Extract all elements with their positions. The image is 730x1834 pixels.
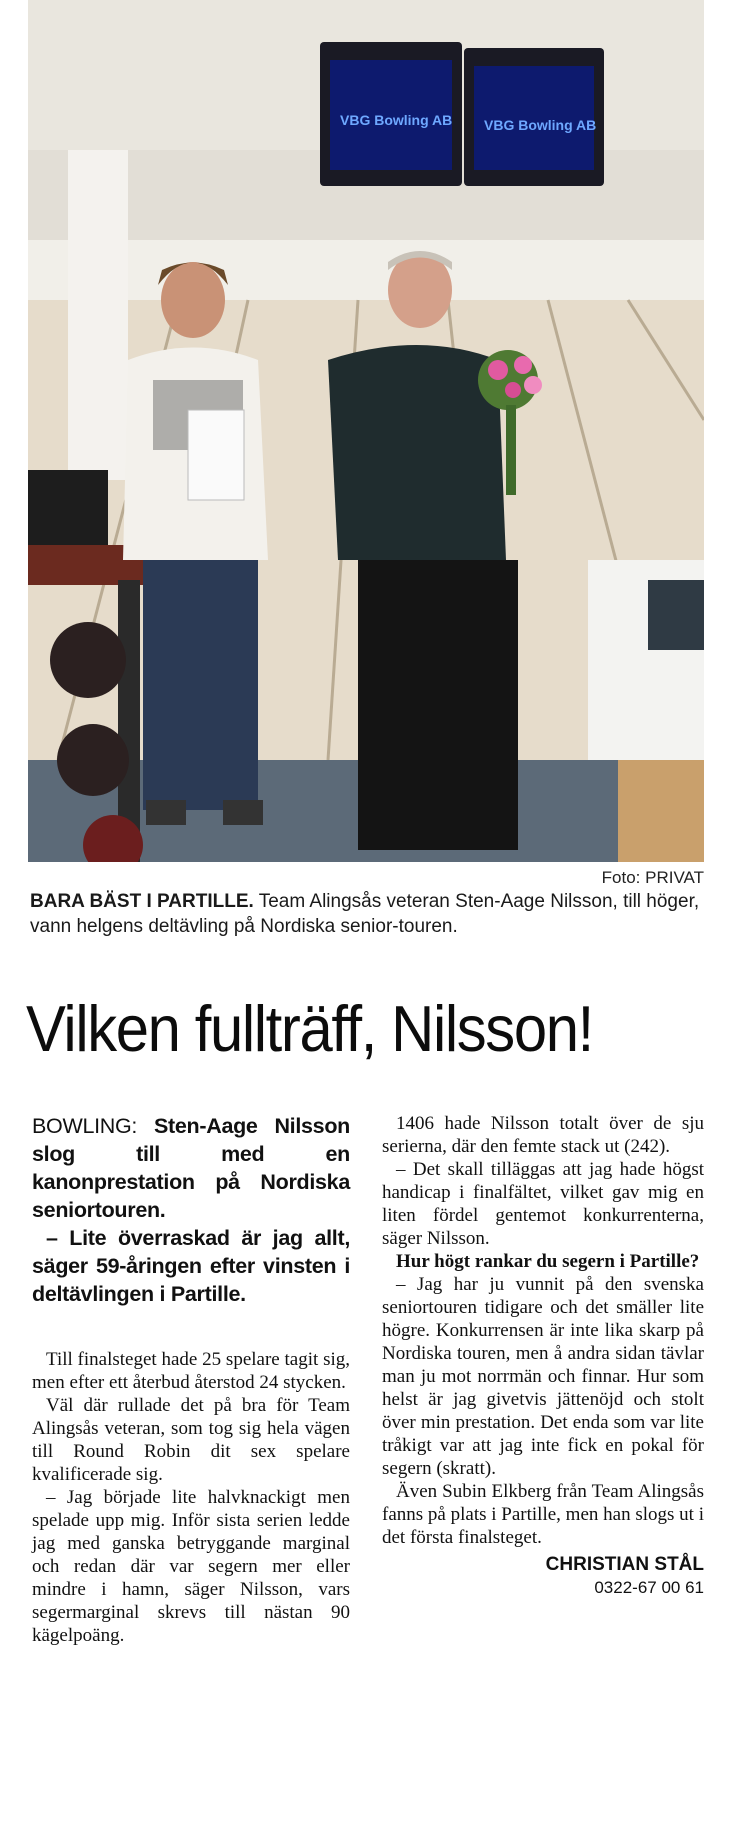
headline: Vilken fullträff, Nilsson! — [26, 992, 593, 1065]
lead-quote: – Lite överraskad är jag allt, säger 59-åringen efter vinsten i deltävlingen i Partille. — [32, 1226, 350, 1306]
interview-question: Hur högt rankar du segern i Partille? — [396, 1251, 700, 1272]
photo-credit: Foto: PRIVAT — [601, 868, 704, 887]
lead-text: Sten-Aage Nilsson slog till med en kanonprestation på Nordiska seniortouren. — [32, 1114, 350, 1222]
body-paragraph: Till finalsteget hade 25 spelare tagit sig, men efter ett återbud återstod 24 stycken. — [32, 1349, 350, 1393]
article-column-right — [382, 1112, 704, 1599]
body-paragraph: Även Subin Elkberg från Team Alingsås fanns på plats i Partille, men han slogs ut i det första finalsteget. — [382, 1481, 704, 1548]
byline-phone: 0322-67 00 61 — [594, 1578, 704, 1597]
body-paragraph: – Det skall tilläggas att jag hade högst handicap i finalfältet, vilket gav mig en liten fördel gentemot konkurrenterna, säger Nilsson. — [382, 1159, 704, 1249]
body-paragraph: Väl där rullade det på bra för Team Alingsås veteran, som tog sig hela vägen till Round Robin dit sex spelare kvalificerade sig. — [32, 1395, 350, 1485]
caption-lead: BARA BÄST I PARTILLE. — [30, 891, 254, 912]
lead-paragraph — [32, 1112, 350, 1224]
screen-text-right: VBG Bowling AB — [484, 117, 597, 133]
photo-caption — [30, 889, 700, 939]
article-column-left — [32, 1112, 350, 1647]
body-paragraph: – Jag har ju vunnit på den svenska seniortouren tidigare och det smäller lite högre. Konkurrensen är inte lika skarp på Nordiska touren, men å andra sidan tävlar man ju mot norrmän och finnar. Hur som helst är jag givetvis jättenöjd och stolt över min prestation. Det enda som var lite tråkigt var att jag inte fick en pokal för segern (skratt). — [382, 1274, 704, 1479]
body-paragraph: – Jag började lite halvknackigt men spelade upp mig. Inför sista serien ledde jag med ganska betryggande marginal och redan där var segern mer eller mindre i hamn, säger Nilsson, vars segermarginal skrevs till nästan 90 kägelpoäng. — [32, 1487, 350, 1646]
lead-kicker: BOWLING: — [32, 1114, 138, 1138]
byline: CHRISTIAN STÅL — [545, 1554, 704, 1575]
caption-text: Team Alingsås veteran Sten-Aage Nilsson, till höger, vann helgens deltävling på Nordiska senior-touren. — [30, 891, 700, 937]
body-paragraph: 1406 hade Nilsson totalt över de sju serierna, där den femte stack ut (242). — [382, 1113, 704, 1157]
screen-text-left: VBG Bowling AB — [340, 112, 453, 128]
article-photo — [28, 0, 704, 862]
